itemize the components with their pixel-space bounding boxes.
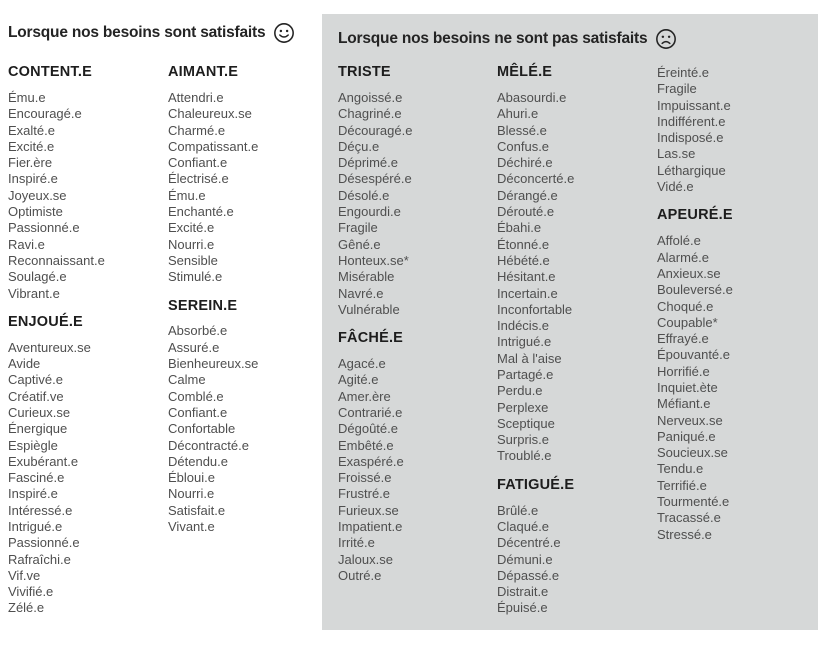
emotion-item: Compatissant.e xyxy=(168,138,259,154)
emotion-item: Intéressé.e xyxy=(8,502,73,518)
emotion-item: Engourdi.e xyxy=(338,204,401,220)
emotion-item: Optimiste xyxy=(8,204,63,220)
emotion-item: Calme xyxy=(168,372,206,388)
emotion-item: Jaloux.se xyxy=(338,551,393,567)
emotion-item: Vulnérable xyxy=(338,301,400,317)
emotion-item: Décentré.e xyxy=(497,535,561,551)
emotion-item: Indifférent.e xyxy=(657,113,726,129)
emotion-item: Absorbé.e xyxy=(168,323,228,339)
emotion-item: Perdu.e xyxy=(497,383,543,399)
emotion-item: Sceptique xyxy=(497,415,555,431)
satisfied-panel-title xyxy=(8,22,295,44)
emotion-item: Inspiré.e xyxy=(8,486,58,502)
emotion-item: Claqué.e xyxy=(497,519,550,534)
emotion-list xyxy=(8,340,163,617)
emotion-item: Nerveux.se xyxy=(657,412,723,428)
emotion-item: Exubérant.e xyxy=(8,453,79,469)
unsatisfied-panel xyxy=(322,14,818,630)
emotion-item: Ravi.e xyxy=(8,236,45,252)
satisfied-panel xyxy=(0,0,322,648)
emotion-item: Méfiant.e xyxy=(657,396,711,412)
emotion-item: Exaspéré.e xyxy=(338,453,404,469)
category-header: TRISTE xyxy=(338,64,391,80)
emotion-item: Déprimé.e xyxy=(338,155,398,171)
emotion-item: Enchanté.e xyxy=(168,204,234,220)
emotion-item: Horrifié.e xyxy=(657,363,710,379)
emotion-item: Hébété.e xyxy=(497,252,550,268)
emotion-item: Confus.e xyxy=(497,138,550,154)
emotion-item: Paniqué.e xyxy=(657,428,716,444)
emotion-item: Découragé.e xyxy=(338,122,413,138)
emotion-item: Agacé.e xyxy=(338,356,386,372)
emotion-item: Impatient.e xyxy=(338,519,403,534)
emotion-item: Dérangé.e xyxy=(497,187,558,203)
emotion-item: Fragile xyxy=(657,81,697,97)
category-header: SEREIN.E xyxy=(168,297,238,314)
emotion-list xyxy=(338,356,493,584)
emotion-item: Choqué.e xyxy=(657,298,714,314)
emotion-item: Inquiet.ète xyxy=(657,379,718,395)
emotion-item: Mal à l'aise xyxy=(497,350,562,366)
emotion-item: Intrigué.e xyxy=(497,334,552,350)
emotion-item: Fier.ère xyxy=(8,155,53,171)
emotion-item: Curieux.se xyxy=(8,404,71,420)
emotion-item: Rafraîchi.e xyxy=(8,551,71,567)
emotion-item: Misérable xyxy=(338,269,395,285)
emotion-list xyxy=(168,323,323,535)
emotion-list xyxy=(8,90,163,302)
emotion-item: Alarmé.e xyxy=(657,249,710,265)
emotion-item: Sensible xyxy=(168,252,218,268)
emotion-item: Ému.e xyxy=(8,89,46,105)
emotion-item: Inconfortable xyxy=(497,301,573,317)
emotion-item: Charmé.e xyxy=(168,122,226,138)
emotion-list xyxy=(657,233,812,543)
emotion-item: Hésitant.e xyxy=(497,269,556,285)
emotion-item: Anxieux.se xyxy=(657,265,721,281)
emotion-item: Irrité.e xyxy=(338,535,375,551)
category-header: FÂCHÉ.E xyxy=(338,330,404,347)
emotion-item: Fragile xyxy=(338,220,378,236)
emotion-item: Angoissé.e xyxy=(338,89,403,105)
emotion-item: Joyeux.se xyxy=(8,187,67,203)
emotion-column xyxy=(338,65,493,584)
unsatisfied-panel-title xyxy=(338,28,677,50)
emotion-item: Navré.e xyxy=(338,285,384,301)
emotion-list xyxy=(338,90,493,318)
emotion-item: Chagriné.e xyxy=(338,106,402,122)
emotion-list xyxy=(497,90,652,465)
category-header: FATIGUÉ.E xyxy=(497,476,575,493)
emotion-item: Outré.e xyxy=(338,567,382,583)
emotion-item: Furieux.se xyxy=(338,502,399,518)
emotion-item: Tourmenté.e xyxy=(657,494,730,510)
emotion-item: Captivé.e xyxy=(8,372,63,388)
emotion-item: Aventureux.se xyxy=(8,339,91,355)
emotion-item: Ébloui.e xyxy=(168,470,215,486)
emotion-item: Confiant.e xyxy=(168,404,228,420)
emotion-item: Énergique xyxy=(8,421,68,437)
emotion-item: Brûlé.e xyxy=(497,502,539,518)
emotion-item: Assuré.e xyxy=(168,339,220,355)
emotion-item: Fasciné.e xyxy=(8,470,65,486)
emotion-item: Vif.ve xyxy=(8,567,41,583)
emotion-item: Confortable xyxy=(168,421,236,437)
emotion-list xyxy=(168,90,323,286)
emotion-column xyxy=(657,65,812,543)
emotion-item: Tracassé.e xyxy=(657,510,721,526)
emotion-column xyxy=(168,65,323,535)
emotion-item: Indisposé.e xyxy=(657,130,724,146)
emotion-item: Embêté.e xyxy=(338,437,394,453)
emotion-item: Désolé.e xyxy=(338,187,390,203)
emotion-item: Vibrant.e xyxy=(8,285,60,301)
emotion-item: Passionné.e xyxy=(8,535,80,551)
emotion-item: Blessé.e xyxy=(497,122,547,138)
emotion-item: Chaleureux.se xyxy=(168,106,252,122)
emotion-item: Incertain.e xyxy=(497,285,558,301)
category-header: APEURÉ.E xyxy=(657,207,733,224)
emotion-item: Stimulé.e xyxy=(168,269,223,285)
emotion-item: Avide xyxy=(8,356,41,372)
smiley-face-icon xyxy=(273,22,295,44)
emotion-item: Désespéré.e xyxy=(338,171,412,187)
emotion-item: Soulagé.e xyxy=(8,269,67,285)
emotion-item: Bienheureux.se xyxy=(168,356,259,372)
emotion-item: Zélé.e xyxy=(8,600,45,616)
category-header: CONTENT.E xyxy=(8,64,92,80)
emotion-item: Amer.ère xyxy=(338,388,391,404)
emotion-item: Gêné.e xyxy=(338,236,381,252)
emotion-item: Inspiré.e xyxy=(8,171,58,187)
emotion-item: Excité.e xyxy=(8,138,55,154)
emotion-item: Comblé.e xyxy=(168,388,224,404)
emotion-item: Encouragé.e xyxy=(8,106,82,122)
emotion-item: Stressé.e xyxy=(657,526,712,542)
emotion-item: Espiègle xyxy=(8,437,58,453)
emotion-item: Troublé.e xyxy=(497,448,552,464)
emotion-item: Tendu.e xyxy=(657,461,704,477)
emotion-item: Abasourdi.e xyxy=(497,89,567,105)
emotion-item: Indécis.e xyxy=(497,318,550,334)
emotion-item: Nourri.e xyxy=(168,486,215,502)
emotion-column xyxy=(497,65,652,617)
satisfied-title-text: Lorsque nos besoins sont satisfaits xyxy=(8,24,266,41)
emotion-item: Las.se xyxy=(657,146,696,162)
unsatisfied-title-text: Lorsque nos besoins ne sont pas satisfaits xyxy=(338,30,648,47)
emotion-item: Excité.e xyxy=(168,220,215,236)
emotion-item: Passionné.e xyxy=(8,220,80,236)
emotion-item: Terrifié.e xyxy=(657,477,707,493)
emotion-item: Éreinté.e xyxy=(657,65,710,80)
emotion-item: Détendu.e xyxy=(168,453,228,469)
emotion-item: Contrarié.e xyxy=(338,404,403,420)
emotion-item: Coupable* xyxy=(657,314,718,330)
emotion-item: Vivifié.e xyxy=(8,584,54,600)
emotion-list xyxy=(657,65,812,195)
emotion-item: Soucieux.se xyxy=(657,445,728,461)
emotion-item: Affolé.e xyxy=(657,233,701,249)
emotion-item: Impuissant.e xyxy=(657,97,731,113)
emotion-item: Déconcerté.e xyxy=(497,171,575,187)
emotion-item: Bouleversé.e xyxy=(657,282,733,298)
emotion-item: Vivant.e xyxy=(168,519,215,534)
emotion-item: Agité.e xyxy=(338,372,379,388)
emotion-item: Surpris.e xyxy=(497,432,550,448)
emotion-item: Distrait.e xyxy=(497,584,549,600)
emotion-item: Nourri.e xyxy=(168,236,215,252)
emotion-item: Exalté.e xyxy=(8,122,55,138)
emotion-item: Léthargique xyxy=(657,162,726,178)
category-header: AIMANT.E xyxy=(168,64,239,80)
emotion-item: Ahuri.e xyxy=(497,106,539,122)
emotion-item: Ému.e xyxy=(168,187,206,203)
emotion-item: Créatif.ve xyxy=(8,388,64,404)
emotion-item: Épouvanté.e xyxy=(657,347,731,363)
emotion-item: Reconnaissant.e xyxy=(8,252,105,268)
emotion-column xyxy=(8,65,163,617)
emotion-item: Effrayé.e xyxy=(657,331,709,347)
emotion-item: Déçu.e xyxy=(338,138,380,154)
emotion-item: Déchiré.e xyxy=(497,155,553,171)
emotion-item: Intrigué.e xyxy=(8,519,63,534)
category-header: ENJOUÉ.E xyxy=(8,313,83,330)
emotion-item: Décontracté.e xyxy=(168,437,249,453)
frowny-face-icon xyxy=(655,28,677,50)
emotion-item: Confiant.e xyxy=(168,155,228,171)
category-header: MÊLÉ.E xyxy=(497,64,553,80)
emotion-item: Étonné.e xyxy=(497,236,550,252)
emotion-item: Dégoûté.e xyxy=(338,421,398,437)
emotion-list xyxy=(497,503,652,617)
emotion-item: Satisfait.e xyxy=(168,502,226,518)
emotion-item: Épuisé.e xyxy=(497,600,548,616)
emotion-item: Honteux.se* xyxy=(338,252,409,268)
emotion-item: Ébahi.e xyxy=(497,220,542,236)
emotion-item: Frustré.e xyxy=(338,486,391,502)
emotion-item: Vidé.e xyxy=(657,179,694,195)
emotion-item: Dérouté.e xyxy=(497,204,555,220)
emotion-item: Froissé.e xyxy=(338,470,392,486)
emotion-item: Électrisé.e xyxy=(168,171,229,187)
emotion-item: Dépassé.e xyxy=(497,567,560,583)
emotion-item: Partagé.e xyxy=(497,366,554,382)
emotion-item: Perplexe xyxy=(497,399,549,415)
emotion-item: Démuni.e xyxy=(497,551,553,567)
emotion-item: Attendri.e xyxy=(168,89,224,105)
